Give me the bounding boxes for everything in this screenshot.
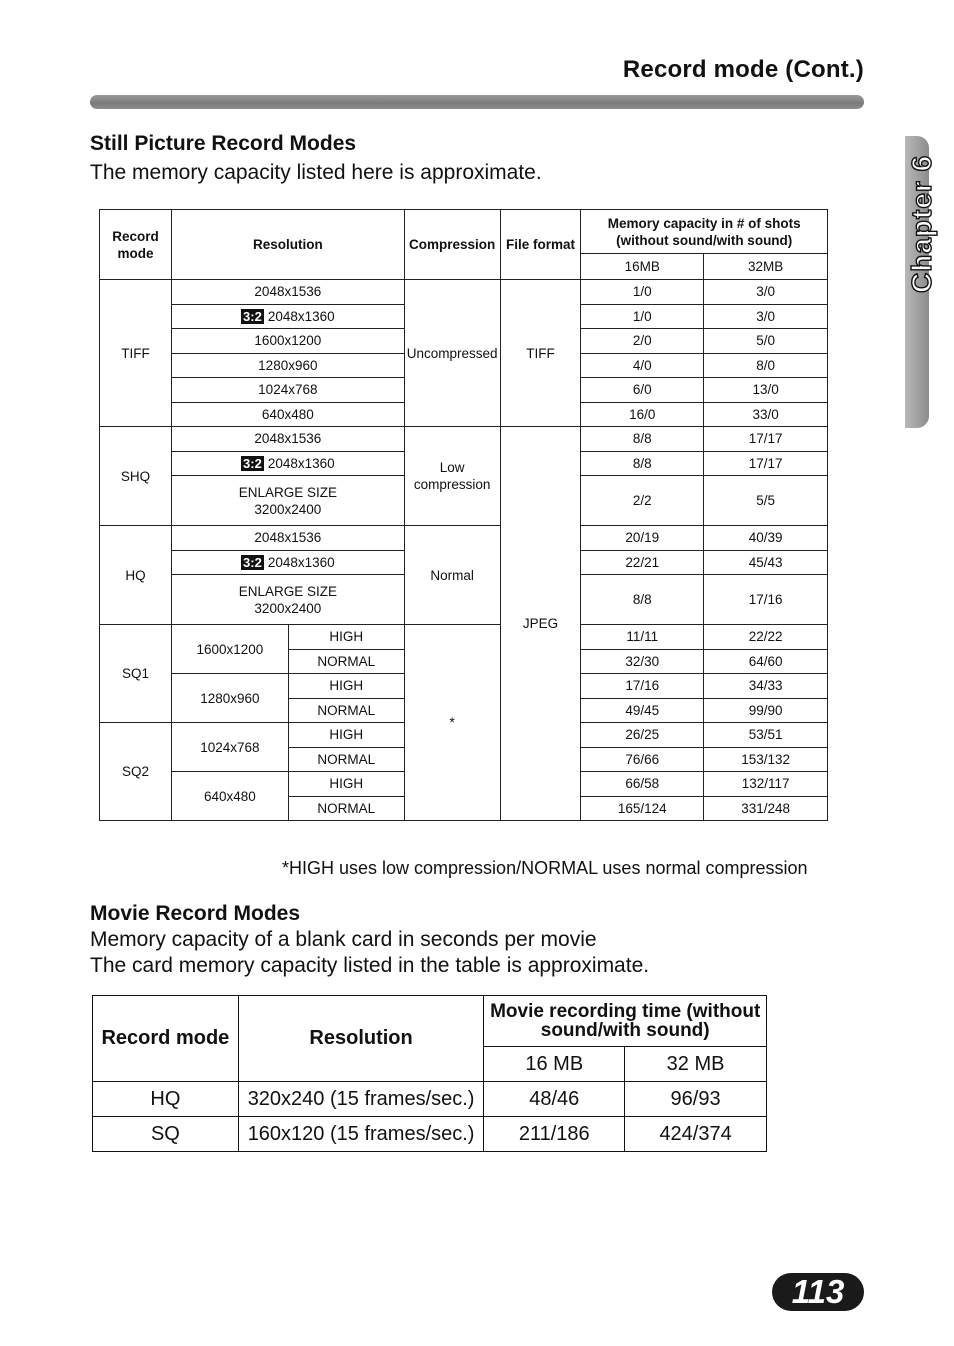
quality-high: HIGH	[288, 674, 404, 699]
capacity-16mb: 11/11	[581, 625, 704, 650]
capacity-16mb: 165/124	[581, 796, 704, 821]
capacity-32mb: 331/248	[704, 796, 828, 821]
still-footnote: *HIGH uses low compression/NORMAL uses normal compression	[282, 858, 808, 878]
ratio-badge: 3:2	[243, 554, 262, 570]
capacity-32mb: 64/60	[704, 649, 828, 674]
movie-header-recording-time: Movie recording time (without sound/with sound)	[484, 996, 767, 1047]
movie-resolution: 320x240 (15 frames/sec.)	[238, 1082, 484, 1117]
mode-sq2: SQ2	[100, 723, 172, 821]
resolution-value: 2048x1360	[267, 308, 335, 324]
capacity-32mb: 5/5	[704, 476, 828, 526]
chapter-label: Chapter 6	[906, 154, 937, 293]
capacity-32mb: 40/39	[704, 526, 828, 551]
movie-capacity-32mb: 424/374	[625, 1117, 767, 1152]
movie-header-32mb: 32 MB	[625, 1047, 767, 1082]
mode-tiff: TIFF	[100, 280, 172, 427]
still-section-title: Still Picture Record Modes	[90, 132, 357, 155]
movie-section-line2: The card memory capacity listed in the table is approximate.	[90, 954, 650, 977]
capacity-16mb: 8/8	[581, 575, 704, 625]
capacity-32mb: 153/132	[704, 747, 828, 772]
mode-sq1: SQ1	[100, 625, 172, 723]
compression-uncompressed: Uncompressed	[404, 280, 500, 427]
resolution-cell: 2048x1536	[171, 280, 404, 305]
quality-normal: NORMAL	[288, 747, 404, 772]
capacity-16mb: 6/0	[581, 378, 704, 403]
capacity-16mb: 26/25	[581, 723, 704, 748]
capacity-32mb: 34/33	[704, 674, 828, 699]
header-memory-capacity: Memory capacity in # of shots (without sound/with sound)	[581, 210, 828, 254]
capacity-32mb: 17/16	[704, 575, 828, 625]
capacity-32mb: 53/51	[704, 723, 828, 748]
movie-resolution: 160x120 (15 frames/sec.)	[238, 1117, 484, 1152]
capacity-32mb: 13/0	[704, 378, 828, 403]
mode-hq: HQ	[100, 526, 172, 625]
quality-normal: NORMAL	[288, 796, 404, 821]
capacity-16mb: 2/2	[581, 476, 704, 526]
ratio-badge: 3:2	[243, 308, 262, 324]
resolution-cell: ENLARGE SIZE 3200x2400	[171, 575, 404, 625]
capacity-16mb: 8/8	[581, 451, 704, 476]
resolution-cell: ENLARGE SIZE 3200x2400	[171, 476, 404, 526]
capacity-32mb: 3/0	[704, 304, 828, 329]
capacity-32mb: 22/22	[704, 625, 828, 650]
capacity-16mb: 16/0	[581, 402, 704, 427]
capacity-16mb: 4/0	[581, 353, 704, 378]
ratio-badge: 3:2	[243, 455, 262, 471]
capacity-16mb: 66/58	[581, 772, 704, 797]
capacity-16mb: 20/19	[581, 526, 704, 551]
header-record-mode: Record mode	[100, 210, 172, 280]
capacity-16mb: 22/21	[581, 550, 704, 575]
resolution-cell: 2048x1536	[171, 427, 404, 452]
resolution-cell: 640x480	[171, 772, 288, 821]
format-jpeg: JPEG	[500, 427, 581, 821]
capacity-16mb: 2/0	[581, 329, 704, 354]
capacity-16mb: 1/0	[581, 280, 704, 305]
capacity-16mb: 8/8	[581, 427, 704, 452]
capacity-32mb: 99/90	[704, 698, 828, 723]
resolution-cell: 640x480	[171, 402, 404, 427]
resolution-cell: 1024x768	[171, 723, 288, 772]
resolution-cell	[171, 451, 404, 476]
capacity-32mb: 17/17	[704, 451, 828, 476]
compression-star: *	[404, 625, 500, 821]
page-number: 113	[791, 1273, 845, 1310]
movie-section-title: Movie Record Modes	[90, 902, 301, 925]
header-file-format: File format	[500, 210, 581, 280]
capacity-32mb: 3/0	[704, 280, 828, 305]
capacity-16mb: 49/45	[581, 698, 704, 723]
movie-mode: SQ	[93, 1117, 239, 1152]
movie-capacity-16mb: 48/46	[484, 1082, 625, 1117]
capacity-32mb: 45/43	[704, 550, 828, 575]
resolution-cell: 2048x1536	[171, 526, 404, 551]
movie-header-resolution: Resolution	[238, 996, 484, 1082]
quality-high: HIGH	[288, 772, 404, 797]
header-32mb: 32MB	[704, 254, 828, 280]
capacity-32mb: 8/0	[704, 353, 828, 378]
capacity-16mb: 1/0	[581, 304, 704, 329]
resolution-cell	[171, 304, 404, 329]
movie-capacity-32mb: 96/93	[625, 1082, 767, 1117]
resolution-cell: 1280x960	[171, 353, 404, 378]
capacity-32mb: 132/117	[704, 772, 828, 797]
quality-high: HIGH	[288, 625, 404, 650]
movie-header-16mb: 16 MB	[484, 1047, 625, 1082]
header-compression: Compression	[404, 210, 500, 280]
movie-mode: HQ	[93, 1082, 239, 1117]
capacity-32mb: 5/0	[704, 329, 828, 354]
capacity-32mb: 17/17	[704, 427, 828, 452]
resolution-cell: 1280x960	[171, 674, 288, 723]
movie-section-line1: Memory capacity of a blank card in seconds per movie	[90, 928, 597, 951]
still-section-subtitle: The memory capacity listed here is approximate.	[90, 161, 542, 184]
quality-normal: NORMAL	[288, 698, 404, 723]
movie-header-record-mode: Record mode	[93, 996, 239, 1082]
format-tiff: TIFF	[500, 280, 581, 427]
resolution-value: 2048x1360	[267, 455, 335, 471]
resolution-cell	[171, 550, 404, 575]
page-header-title: Record mode (Cont.)	[622, 56, 864, 83]
header-resolution: Resolution	[171, 210, 404, 280]
capacity-16mb: 32/30	[581, 649, 704, 674]
mode-shq: SHQ	[100, 427, 172, 526]
resolution-cell: 1024x768	[171, 378, 404, 403]
compression-normal: Normal	[404, 526, 500, 625]
capacity-32mb: 33/0	[704, 402, 828, 427]
compression-low: Low compression	[404, 427, 500, 526]
capacity-16mb: 17/16	[581, 674, 704, 699]
movie-record-table	[92, 995, 767, 1152]
movie-capacity-16mb: 211/186	[484, 1117, 625, 1152]
quality-high: HIGH	[288, 723, 404, 748]
still-record-table	[99, 209, 828, 821]
header-16mb: 16MB	[581, 254, 704, 280]
resolution-cell: 1600x1200	[171, 625, 288, 674]
quality-normal: NORMAL	[288, 649, 404, 674]
resolution-cell: 1600x1200	[171, 329, 404, 354]
resolution-value: 2048x1360	[267, 554, 335, 570]
capacity-16mb: 76/66	[581, 747, 704, 772]
header-rule	[90, 95, 864, 109]
